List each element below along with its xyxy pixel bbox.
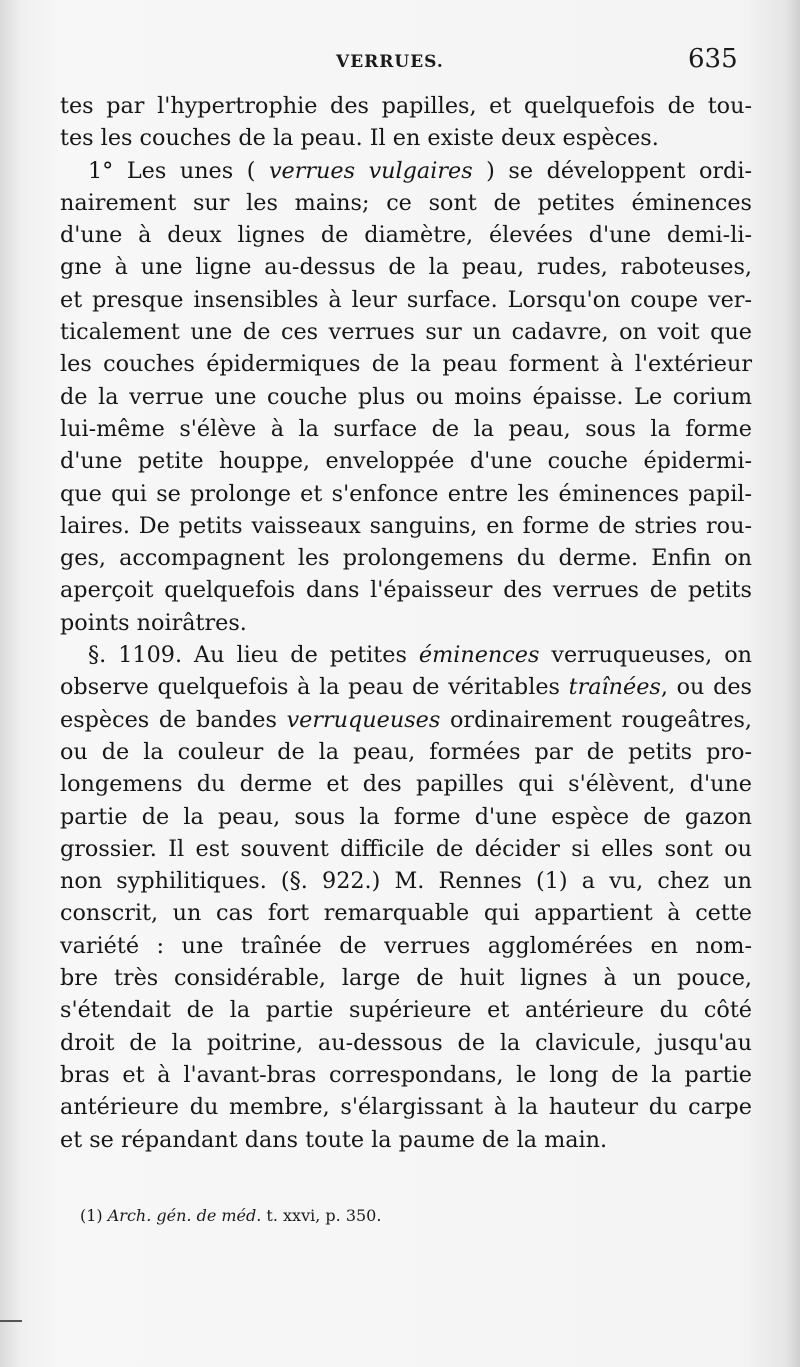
text-line: d'une à deux lignes de diamètre, élevées d'une demi-li- [60, 222, 752, 249]
text-line: conscrit, un cas fort remarquable qui appartient à cette [60, 900, 752, 927]
text-line: partie de la peau, sous la forme d'une espèce de gazon [60, 803, 752, 830]
text-line: droit de la poitrine, au-dessous de la clavicule, jusqu'au [60, 1029, 752, 1056]
margin-mark [0, 1320, 22, 1322]
text-line: bre très considérable, large de huit lignes à un pouce, [60, 965, 752, 992]
text-line: de la verrue une couche plus ou moins épaisse. Le corium [60, 383, 752, 410]
text-line: gne à une ligne au-dessus de la peau, rudes, raboteuses, [60, 254, 752, 281]
page-header [0, 44, 800, 84]
text-line: antérieure du membre, s'élargissant à la hauteur du carpe [60, 1094, 752, 1121]
text-line: variété : une traînée de verrues agglomérées en nom- [60, 932, 752, 959]
text-line: et presque insensibles à leur surface. Lorsqu'on coupe ver- [60, 286, 752, 313]
text-line: tes par l'hypertrophie des papilles, et quelquefois de tou- [60, 93, 752, 119]
text-line: nairement sur les mains; ce sont de petites éminences [60, 189, 752, 216]
text-line: 1° Les unes ( verrues vulgaires ) se développent ordi- [88, 157, 752, 184]
italic-term: Arch. gén. de méd. [107, 1206, 262, 1225]
body-text [60, 90, 752, 1156]
footnote: (1) Arch. gén. de méd. t. xxvi, p. 350. [80, 1206, 382, 1225]
italic-term: verrues vulgaires [268, 157, 473, 184]
text-line: points noirâtres. [60, 609, 247, 636]
text-line: que qui se prolonge et s'enfonce entre les éminences papil- [60, 480, 752, 507]
italic-term: verruqueuses [286, 706, 441, 733]
text-line: lui-même s'élève à la surface de la peau, sous la forme [60, 415, 752, 442]
text-line: ou de la couleur de la peau, formées par de petits pro- [60, 738, 752, 765]
text-line: s'étendait de la partie supérieure et antérieure du côté [60, 997, 752, 1024]
text-line: non syphilitiques. (§. 922.) M. Rennes (1) a vu, chez un [60, 868, 752, 895]
text-line: §. 1109. Au lieu de petites éminences verruqueuses, on [88, 642, 752, 669]
text-line: et se répandant dans toute la paume de la main. [60, 1126, 608, 1153]
text-line: espèces de bandes verruqueuses ordinairement rougeâtres, [60, 706, 752, 733]
italic-term: éminences [418, 642, 540, 669]
text-line: grossier. Il est souvent difficile de décider si elles sont ou [60, 835, 752, 862]
text-line: ticalement une de ces verrues sur un cadavre, on voit que [60, 319, 752, 346]
text-line: bras et à l'avant-bras correspondans, le long de la partie [60, 1061, 752, 1088]
text-line: les couches épidermiques de la peau forment à l'extérieur [60, 351, 752, 378]
text-line: longemens du derme et des papilles qui s'élèvent, d'une [60, 771, 752, 798]
text-line: tes les couches de la peau. Il en existe deux espèces. [60, 125, 659, 152]
page-number: 635 [688, 44, 738, 74]
running-head: VERRUES. [336, 52, 444, 72]
text-line: aperçoit quelquefois dans l'épaisseur des verrues de petits [60, 577, 752, 604]
text-line: ges, accompagnent les prolongemens du derme. Enfin on [60, 545, 752, 572]
text-line: d'une petite houppe, enveloppée d'une couche épidermi- [60, 448, 752, 475]
text-line: observe quelquefois à la peau de véritables traînées, ou des [60, 674, 752, 701]
italic-term: traînées [568, 674, 661, 701]
text-line: laires. De petits vaisseaux sanguins, en forme de stries rou- [60, 512, 752, 539]
